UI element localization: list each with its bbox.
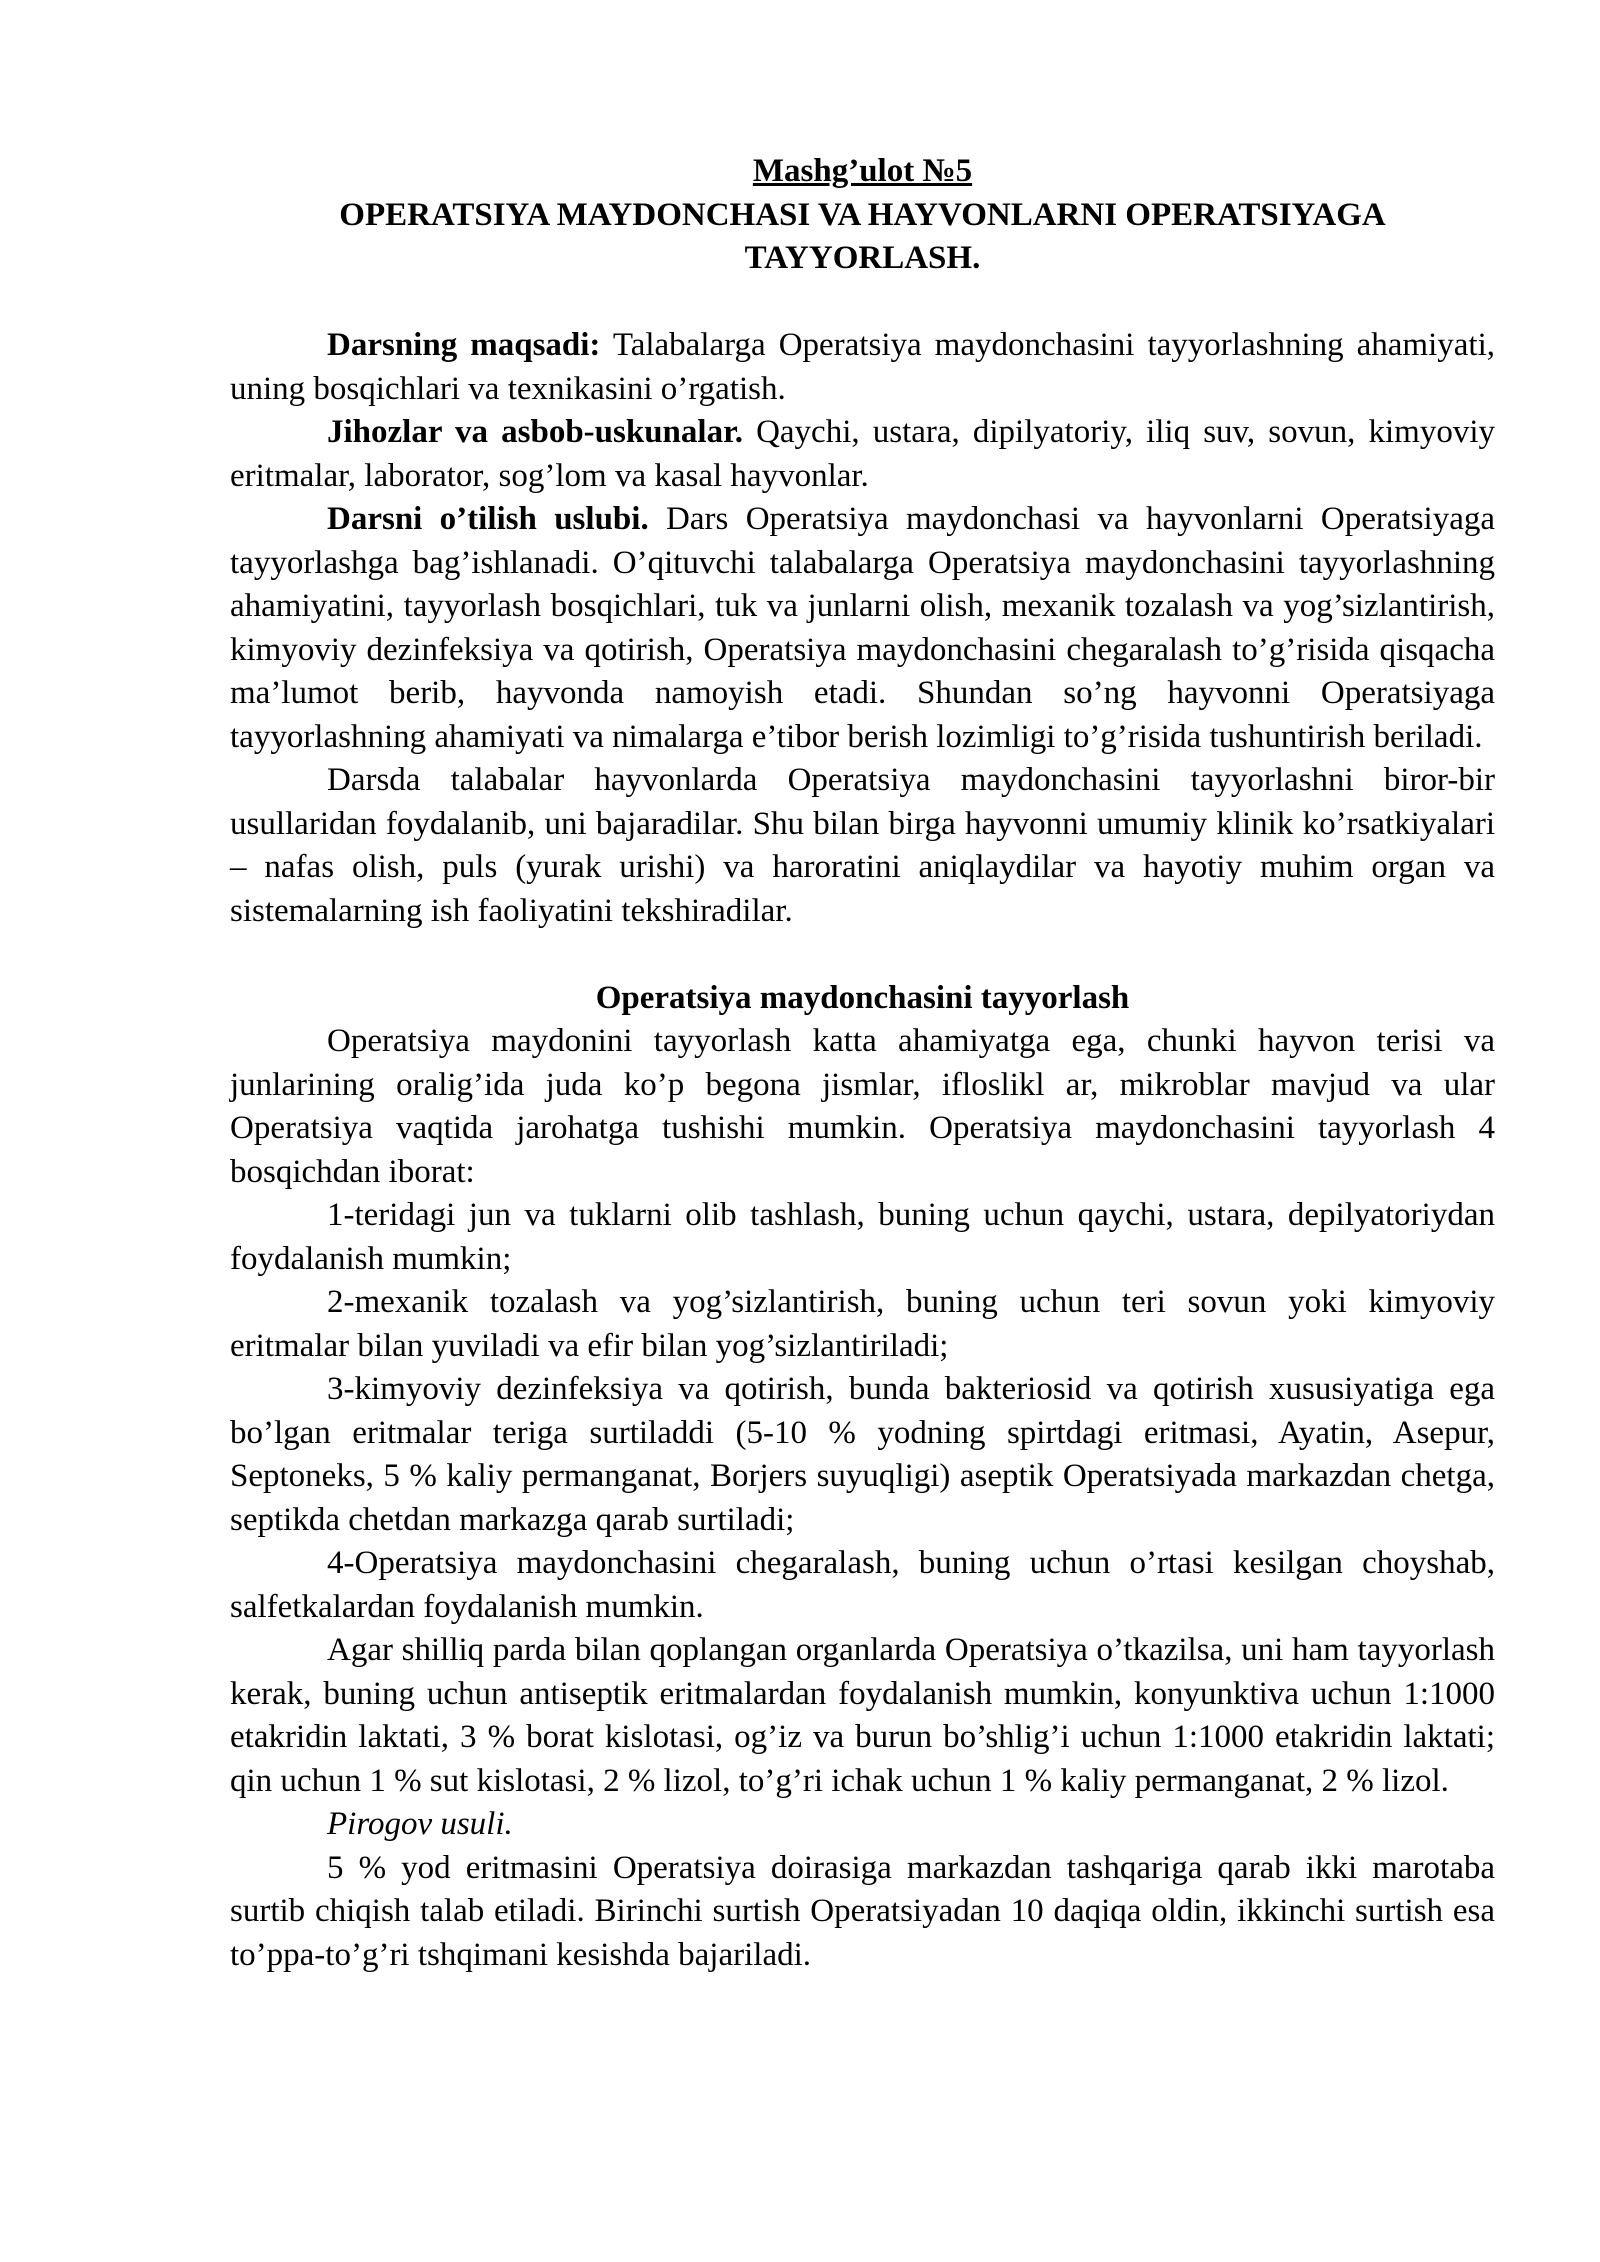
spacer <box>230 933 1495 977</box>
method-paragraph <box>230 498 1495 759</box>
step-4: 4-Operatsiya maydonchasini chegaralash, buning uchun o’rtasi kesilgan choyshab, salfetkalardan foydalanish mumkin. <box>230 1545 1495 1625</box>
aim-text: Talabalarga Operatsiya maydonchasini tayyorlashning ahamiyati, uning bosqichlari va texnikasini o’rgatish. <box>230 327 1495 407</box>
lesson-title: OPERATSIYA MAYDONCHASI VA HAYVONLARNI OPERATSIYAGA TAYYORLASH. <box>339 196 1386 276</box>
practice-paragraph: Darsda talabalar hayvonlarda Operatsiya maydonchasini tayyorlashni biror-bir usullaridan foydalanib, uni bajaradilar. Shu bilan birga hayvonni umumiy klinik ko’rsatkiyalari – nafas olish, puls (yurak urishi) va haroratini aniqlaydilar va hayotiy muhim organ va sistemalarning ish faoliyatini tekshiradilar. <box>230 762 1495 929</box>
lesson-number: Mashg’ulot №5 <box>752 153 973 189</box>
document-page <box>230 150 1495 1977</box>
section-paragraph-3: 5 % yod eritmasini Operatsiya doirasiga markazdan tashqariga qarab ikki marotaba surtib chiqish talab etiladi. Birinchi surtish Operatsiyadan 10 daqiqa oldin, ikkinchi surtish esa to’ppa-to’g’ri tshqimani kesishda bajariladi. <box>230 1849 1495 1973</box>
aim-paragraph <box>230 324 1495 411</box>
spacer <box>230 281 1495 325</box>
equipment-label: Jihozlar va asbob-uskunalar. <box>327 414 743 450</box>
step-2: 2-mexanik tozalash va yog’sizlantirish, buning uchun teri sovun yoki kimyoviy eritmalar bilan yuviladi va efir bilan yog’sizlantiriladi; <box>230 1284 1495 1364</box>
equipment-text: Qaychi, ustara, dipilyatoriy, iliq suv, sovun, kimyoviy eritmalar, laborator, sog’lom va kasal hayvonlar. <box>230 414 1495 494</box>
method-label: Darsni o’tilish uslubi. <box>327 501 649 537</box>
method-name: Pirogov usuli. <box>327 1806 513 1842</box>
step-3: 3-kimyoviy dezinfeksiya va qotirish, bunda bakteriosid va qotirish xususiyatiga ega bo’lgan eritmalar teriga surtiladdi (5-10 % yodning spirtdagi eritmasi, Ayatin, Asepur, Septoneks, 5 % kaliy permanganat, Borjers suyuqligi) aseptik Operatsiyada markazdan chetga, septikda chetdan markazga qarab surtiladi; <box>230 1371 1495 1538</box>
equipment-paragraph <box>230 411 1495 498</box>
aim-label: Darsning maqsadi: <box>327 327 601 363</box>
section-title: Operatsiya maydonchasini tayyorlash <box>595 979 1130 1016</box>
step-1: 1-teridagi jun va tuklarni olib tashlash, buning uchun qaychi, ustara, depilyatoriydan foydalanish mumkin; <box>230 1197 1495 1277</box>
section-paragraph-1: Operatsiya maydonini tayyorlash katta ahamiyatga ega, chunki hayvon terisi va junlarining oralig’ida juda ko’p begona jismlar, ifloslikl ar, mikroblar mavjud va ular Operatsiya vaqtida jarohatga tushishi mumkin. Operatsiya maydonchasini tayyorlash 4 bosqichdan iborat: <box>230 1023 1495 1190</box>
section-paragraph-2: Agar shilliq parda bilan qoplangan organlarda Operatsiya o’tkazilsa, uni ham tayyorlash kerak, buning uchun antiseptik eritmalardan foydalanish mumkin, konyunktiva uchun 1:1000 etakridin laktati, 3 % borat kislotasi, og’iz va burun bo’shlig’i uchun 1:1000 etakridin laktati; qin uchun 1 % sut kislotasi, 2 % lizol, to’g’ri ichak uchun 1 % kaliy permanganat, 2 % lizol. <box>230 1632 1495 1799</box>
method-text: Dars Operatsiya maydonchasi va hayvonlarni Operatsiyaga tayyorlashga bag’ishlanadi. O’qituvchi talabalarga Operatsiya maydonchasini tayyorlashning ahamiyatini, tayyorlash bosqichlari, tuk va junlarni olish, mexanik tozalash va yog’sizlantirish, kimyoviy dezinfeksiya va qotirish, Operatsiya maydonchasini chegaralash to’g’risida qisqacha ma’lumot berib, hayvonda namoyish etadi. Shundan so’ng hayvonni Operatsiyaga tayyorlashning ahamiyati va nimalarga e’tibor berish lozimligi to’g’risida tushuntirish beriladi. <box>230 501 1495 755</box>
